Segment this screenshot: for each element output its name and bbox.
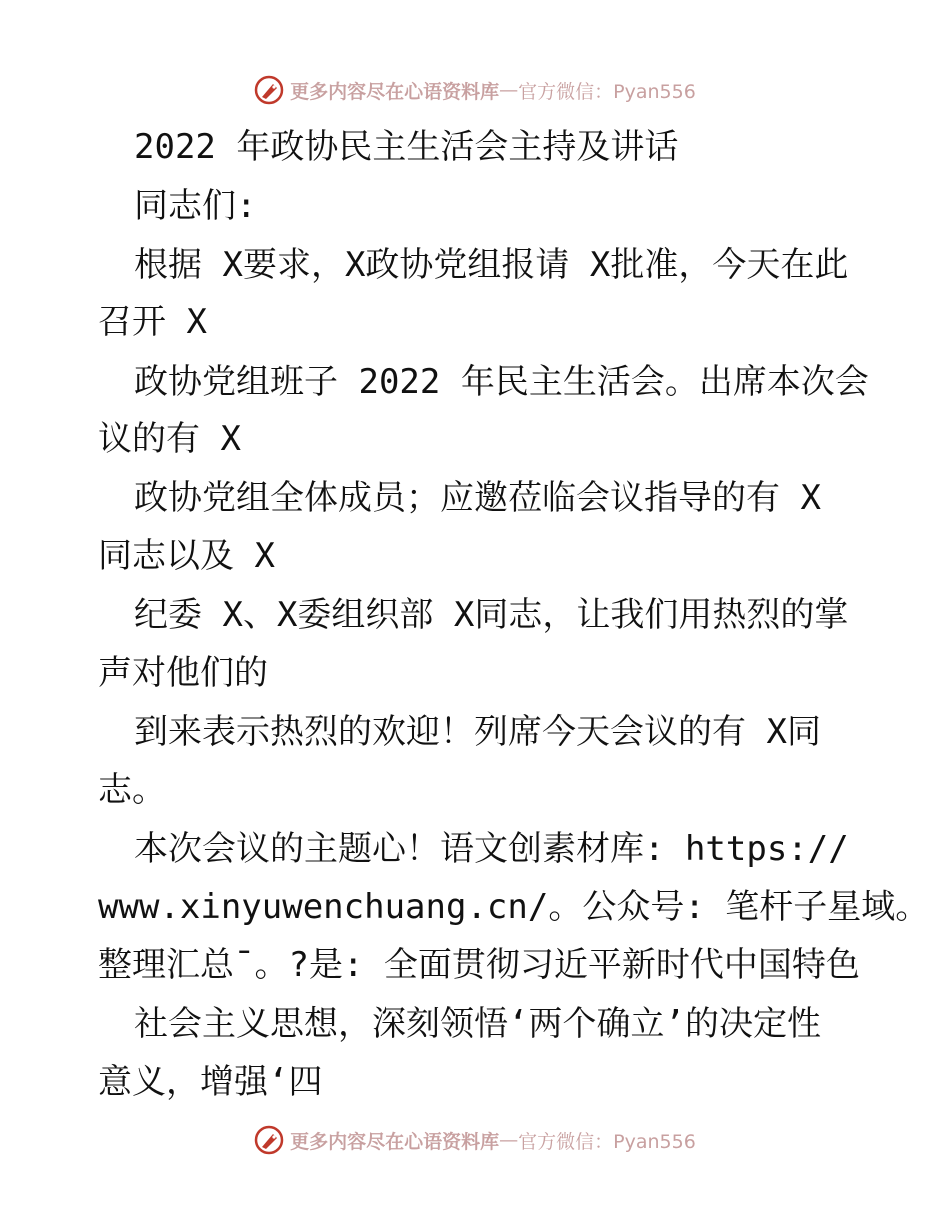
text-line: 整理汇总¯。?是: 全面贯彻习近平新时代中国特色 <box>98 945 860 985</box>
watermark-wechat: 官方微信：Pyan556 <box>518 80 696 103</box>
text-line: 声对他们的 <box>98 653 268 693</box>
text-line: 志。 <box>98 770 166 810</box>
watermark-separator: — <box>499 1129 519 1151</box>
text-line: 社会主义思想，深刻领悟‘两个确立’的决定性 <box>134 1004 821 1044</box>
text-line: 到来表示热烈的欢迎！列席今天会议的有 X同 <box>134 712 821 752</box>
watermark-text: 更多内容尽在心语资料库 <box>290 1130 500 1153</box>
text-line: 根据 X要求，X政协党组报请 X批准，今天在此 <box>134 245 849 285</box>
watermark-wechat: 官方微信：Pyan556 <box>518 1130 696 1153</box>
text-line: 同志们: <box>134 186 257 226</box>
text-line: 政协党组班子 2022 年民主生活会。出席本次会 <box>134 362 869 402</box>
text-line: www.xinyuwenchuang.cn/。公众号: 笔杆子星域。 <box>98 887 930 927</box>
text-line: 召开 X <box>98 302 207 342</box>
text-line: 意义，增强‘四 <box>98 1062 323 1102</box>
text-line: 纪委 X、X委组织部 X同志，让我们用热烈的掌 <box>134 595 849 635</box>
document-title: 2022 年政协民主生活会主持及讲话 <box>134 127 679 167</box>
text-line: 同志以及 X <box>98 536 275 576</box>
pen-nib-logo-icon <box>254 75 284 105</box>
footer-watermark <box>0 1120 950 1160</box>
watermark-text: 更多内容尽在心语资料库 <box>290 80 500 103</box>
header-watermark <box>0 70 950 110</box>
text-line: 议的有 X <box>98 419 241 459</box>
text-line: 本次会议的主题心！语文创素材库: https:// <box>134 829 849 869</box>
watermark-separator: — <box>499 79 519 101</box>
text-line: 政协党组全体成员；应邀莅临会议指导的有 X <box>134 478 821 518</box>
pen-nib-logo-icon <box>254 1125 284 1155</box>
